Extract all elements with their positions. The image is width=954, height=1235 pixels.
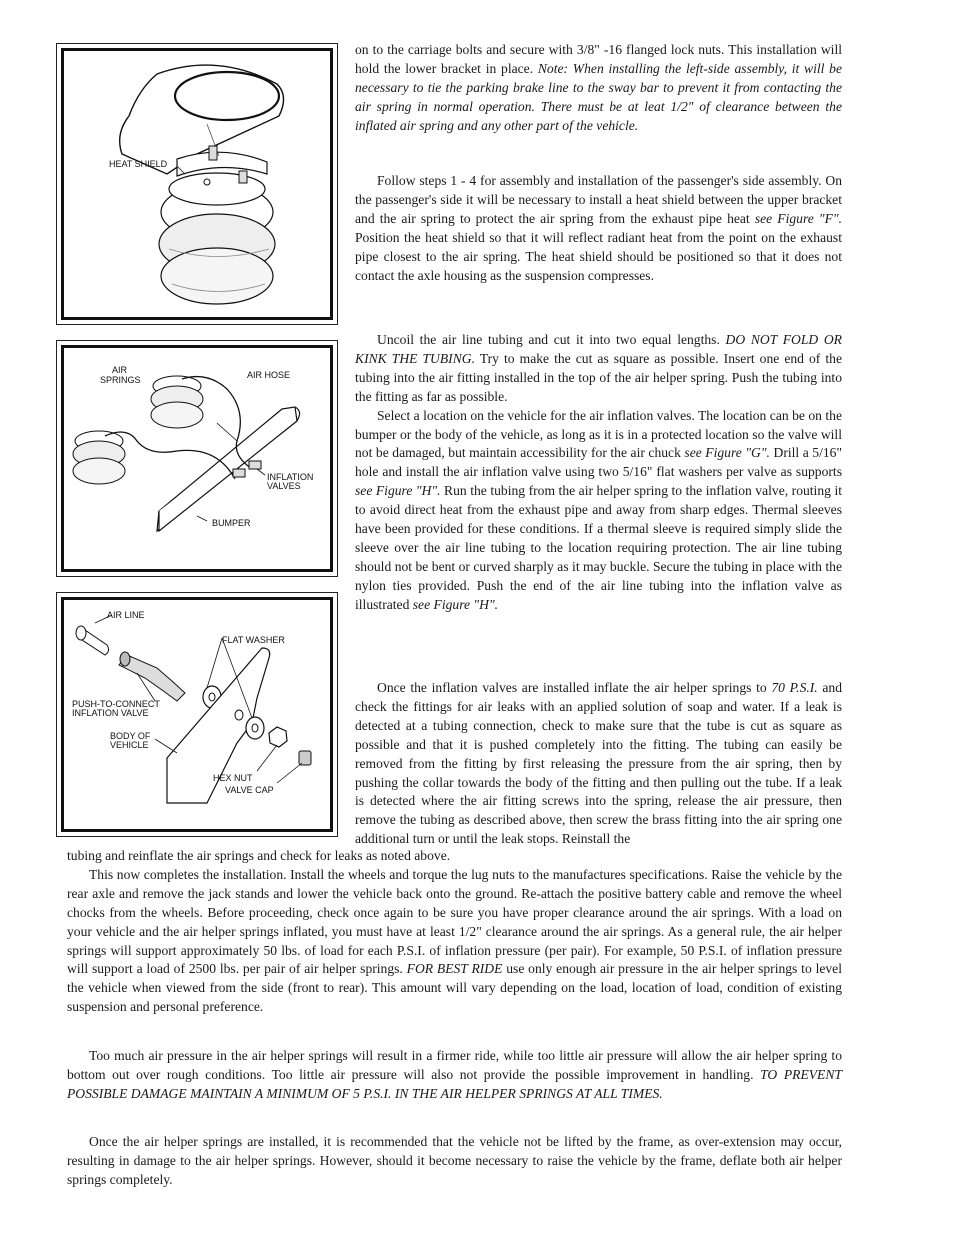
- flat-washer-label: FLAT WASHER: [222, 635, 285, 645]
- text-run: This now completes the installation. Install the wheels and torque the lug nuts to the manufactures specifications. Raise the vehicle by the rear axle and remove the jack stands and lower the vehicle back onto the ground. Re-attach the positive battery cable and remove the wheel chocks from the wheels. Before proceeding, check once again to be sure you have proper clearance around the air springs. With a load on your vehicle and the air helper springs inflated, you must have at least 1/2" clearance around the air springs. As a general rule, the air helper springs will support approximately 50 lbs. of load for each P.S.I. of inflation pressure (per pair). For example, 50 P.S.I. of inflation pressure will support a load of 2500 lbs. per pair of air helper springs.: [67, 866, 842, 977]
- inflation-valves-label-line1: INFLATION: [267, 472, 314, 482]
- figure-heat-shield: [56, 43, 338, 325]
- text-run: Uncoil the air line tubing and cut it into two equal lengths.: [377, 332, 726, 347]
- pressure-italic: 70 P.S.I.: [771, 680, 818, 695]
- paragraph-carriage-bolts: [355, 41, 842, 136]
- paragraph-tubing: [355, 331, 842, 615]
- body-of-vehicle-label-line1: BODY OF: [110, 731, 151, 741]
- figure-ref: see Figure "H".: [355, 483, 441, 499]
- air-springs-label-line1: AIR: [112, 365, 128, 375]
- figure-ref: see Figure "G".: [684, 445, 770, 461]
- text-run: Too much air pressure in the air helper springs will result in a firmer ride, while too little air pressure will allow the air helper spring to bottom out over rough conditions. Too little air pressure will also not provide the possible improvement in handling.: [67, 1048, 842, 1082]
- text-run: Select a location on the vehicle for the air inflation valves. The location can be on the bumper or the body of the vehicle, as long as it is in a protected location so the valve will not be damaged, but maintain accessibility for the air chuck: [355, 407, 842, 461]
- air-line-label: AIR LINE: [107, 610, 145, 620]
- air-hose-label: AIR HOSE: [247, 370, 291, 380]
- body-of-vehicle-label-line2: VEHICLE: [110, 740, 149, 750]
- inflation-valves-label-line2: VALVES: [267, 481, 301, 491]
- text-run: tubing and reinflate the air springs and check for leaks as noted above.: [67, 848, 451, 863]
- air-springs-label-line2: SPRINGS: [100, 375, 141, 385]
- hex-nut-label: HEX NUT: [213, 773, 253, 783]
- text-run: Once the air helper springs are installed, it is recommended that the vehicle not be lifted by the frame, as over-extension may occur, resulting in damage to the air helper springs. However, should it become necessary to raise the vehicle by the frame, deflate both air helper springs completely.: [67, 1134, 842, 1187]
- text-run: and check the fittings for air leaks with an applied solution of soap and water. If a leak is detected at a tubing connection, check to make sure that the tube is cut as square as possible and that it is pushed completely into the fitting. The tubing can easily be removed from the fitting by first releasing the pressure from the air spring, then by pushing the collar towards the body of the fitting and then pulling out the tube. If a leak is detected where the air fitting screws into the spring, release the air pressure, then remove the tubing as described above, then screw the brass fitting into the air spring one additional turn or until the leak stops. Reinstall the: [355, 680, 842, 847]
- figure-inflation-valves: [56, 340, 338, 577]
- heat-shield-label: HEAT SHIELD: [109, 159, 168, 169]
- text-run: Drill a 5/16" hole and install the air inflation valve using two 5/16" flat washers per valve as supports: [355, 445, 843, 480]
- bumper-label: BUMPER: [212, 518, 251, 528]
- inflation-drawing: [57, 341, 337, 576]
- warning-italic: DO NOT FOLD OR KINK THE TUBING.: [355, 332, 842, 366]
- paragraph-completion: [67, 847, 842, 1017]
- valve-drawing: [57, 593, 337, 836]
- paragraph-pressure-warning: [67, 1047, 842, 1104]
- text-run: Try to make the cut as square as possible. Insert one end of the tubing into the air fitting installed in the top of the air helper spring. Push the tubing into the fitting as far as possible.: [355, 350, 842, 404]
- warning-italic: TO PREVENT POSSIBLE DAMAGE MAINTAIN A MINIMUM OF 5 P.S.I. IN THE AIR HELPER SPRINGS AT ALL TIMES.: [67, 1066, 842, 1101]
- push-to-connect-label-line2: INFLATION VALVE: [72, 708, 149, 718]
- push-to-connect-label-line1: PUSH-TO-CONNECT: [72, 699, 160, 709]
- text-run: use only enough air pressure in the air helper springs to level the vehicle when viewed from the side (front to rear). This amount will vary depending on the load, location of load, condition of existing suspension and personal preference.: [67, 961, 842, 1015]
- text-run: Position the heat shield so that it will reflect radiant heat from the point on the exhaust pipe closest to the air spring. The heat shield should be positioned so that it does not contact the axle housing as the suspension compresses.: [355, 229, 842, 283]
- figure-valve-assembly: [56, 592, 338, 837]
- paragraph-leak-check: [355, 679, 842, 849]
- figure-ref: see Figure "F".: [754, 210, 842, 226]
- valve-cap-label: VALVE CAP: [225, 785, 274, 795]
- text-run: Follow steps 1 - 4 for assembly and installation of the passenger's side assembly. On the passenger's side it will be necessary to install a heat shield between the upper bracket and the air spring to protect the air spring from the exhaust pipe heat: [355, 173, 842, 226]
- text-run: Run the tubing from the air helper spring to the inflation valve, routing it to avoid direct heat from the exhaust pipe and away from sharp edges. Thermal sleeves have been provided for these conditions. If a thermal sleeve is required simply slide the sleeve over the air line tubing to the location requiring protection. The air line tubing should not be bent or curved sharply as it may buckle. Secure the tubing in place with the nylon ties provided. Push the end of the air line tubing into the inflation valve as illustrated: [355, 483, 843, 612]
- note-italic: Note: When installing the left-side assembly, it will be necessary to tie the parking brake line to the sway bar to prevent it from contacting the air spring in normal operation. There must be at leat 1/2" of clearance between the inflated air spring and any other part of the vehicle.: [355, 60, 842, 133]
- best-ride-italic: FOR BEST RIDE: [406, 961, 503, 977]
- text-run: on to the carriage bolts and secure with 3/8" -16 flanged lock nuts. This installation will hold the lower bracket in place.: [355, 42, 842, 76]
- figure-ref: see Figure "H".: [412, 596, 499, 612]
- text-run: Once the inflation valves are installed inflate the air helper springs to: [377, 680, 772, 695]
- heat-shield-drawing: [57, 44, 337, 324]
- paragraph-heat-shield: [355, 172, 842, 285]
- paragraph-lifting: [67, 1133, 842, 1190]
